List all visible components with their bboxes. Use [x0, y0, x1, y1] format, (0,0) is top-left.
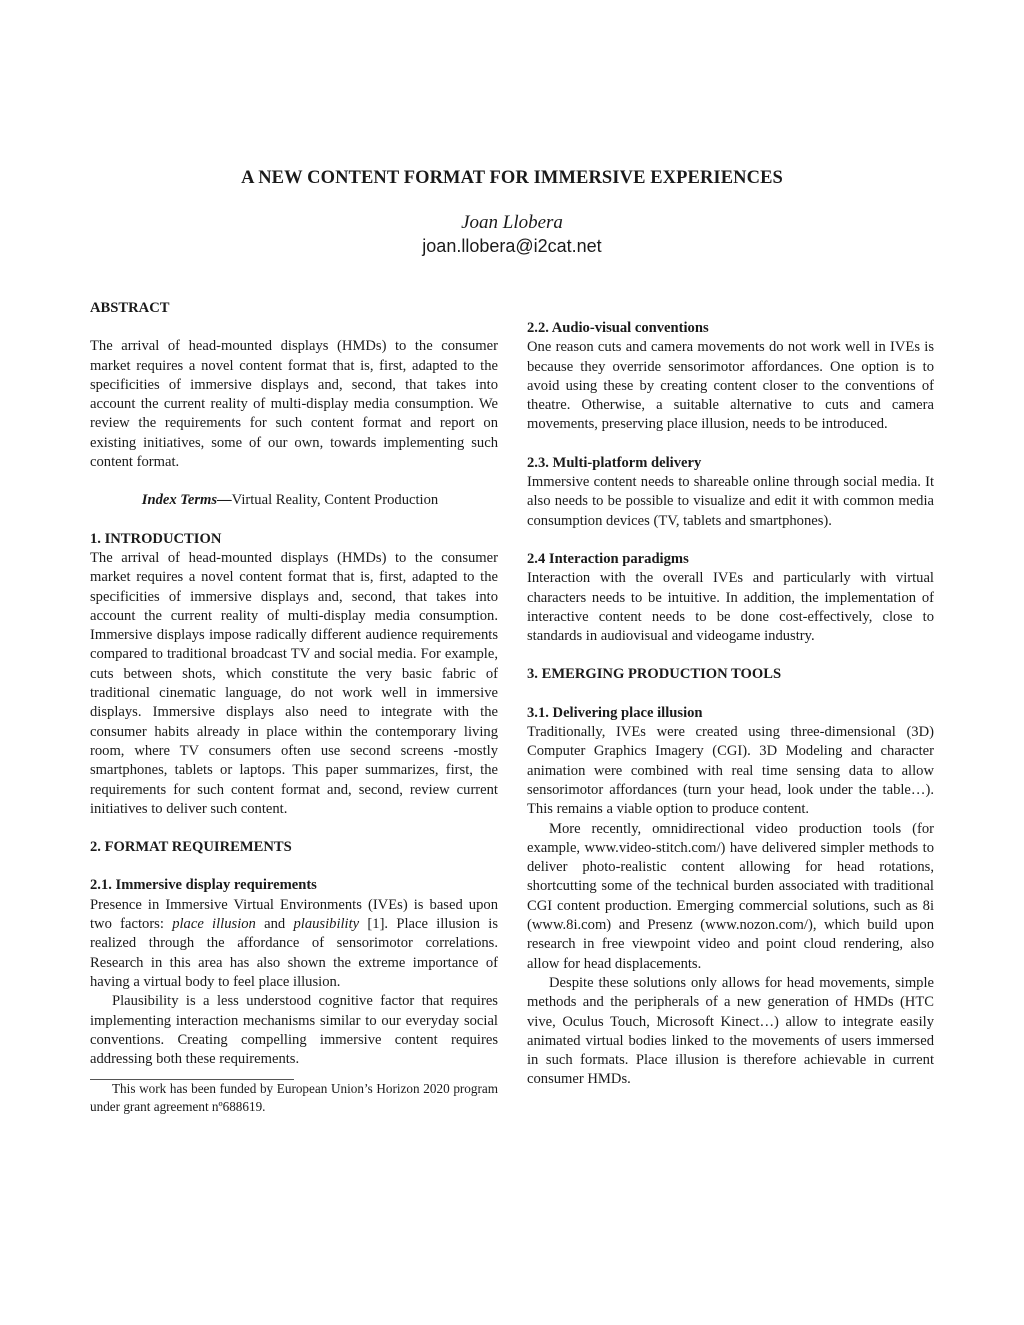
section-2-1-paragraph-1: Presence in Immersive Virtual Environments (IVEs) is based upon two factors: place illusion and plausibility [1]. Place illusion is realized through the affordance of sensorimotor correlations. Research in this area has also shown the extreme importance of having a virtual body to feel place illusion.: [90, 896, 498, 990]
section-2-3-heading: 2.3. Multi-platform delivery: [527, 454, 702, 471]
section-3-1-paragraph-1: Traditionally, IVEs were created using three-dimensional (3D) Computer Graphics Imagery (CGI). 3D Modeling and character animation were combined with real time sensing data to allow sensorimotor affordances (turn your head, look under the table…). This remains a viable option to produce content.: [527, 724, 934, 818]
funding-footnote: This work has been funded by European Union’s Horizon 2020 program under grant agreement nº688619.: [90, 1081, 498, 1115]
section-3-1-heading: 3.1. Delivering place illusion: [527, 704, 703, 721]
section-2-2-text: One reason cuts and camera movements do not work well in IVEs is because they override sensorimotor affordances. One option is to avoid using these by creating content closer to the conventions of theatre. Otherwise, a suitable alternative to cuts and camera movements, preserving place illusion, needs to be introduced.: [527, 339, 934, 433]
right-column: [527, 319, 934, 1090]
index-terms: [90, 491, 498, 510]
section-3-1-paragraph-3: Despite these solutions only allows for head movements, simple methods and the peripherals of a new generation of HMDs (HTC vive, Oculus Touch, Microsoft Kinect…) allow to integrate easily animated virtual bodies linked to the movements of users immersed in such formats. Place illusion is therefore achievable in current consumer HMDs.: [527, 974, 934, 1088]
tools-heading: 3. EMERGING PRODUCTION TOOLS: [527, 666, 782, 683]
left-column: [90, 299, 498, 1116]
section-3-1-paragraph-2: More recently, omnidirectional video production tools (for example, www.video-stitch.com/) have delivered simpler methods to deliver photo-realistic content allowing for head rotations, shortcutting some of the technical burden associated with traditional CGI content production. Emerging commercial solutions, such as 8i (www.8i.com) and Presenz (www.nozon.com/), which build upon research in free viewpoint video and point cloud rendering, also allow for head displacements.: [527, 820, 934, 972]
section-2-4-heading: 2.4 Interaction paradigms: [527, 550, 689, 567]
intro-heading: 1. INTRODUCTION: [90, 530, 222, 547]
section-2-2-heading: 2.2. Audio-visual conventions: [527, 320, 709, 336]
abstract-heading: ABSTRACT: [90, 300, 170, 316]
section-2-1-paragraph-2: Plausibility is a less understood cognitive factor that requires implementing interaction mechanisms similar to our everyday social conventions. Creating compelling immersive content requires addressing both these requirements.: [90, 993, 498, 1068]
author-name: Joan Llobera: [461, 212, 563, 233]
section-2-1-heading: 2.1. Immersive display requirements: [90, 877, 317, 894]
format-heading: 2. FORMAT REQUIREMENTS: [90, 839, 292, 856]
index-terms-dash: —: [217, 492, 232, 509]
abstract-text: The arrival of head-mounted displays (HMDs) to the consumer market requires a novel content format that is, first, adapted to the specificities of immersive displays and, second, that takes into account the current reality of multi-display media consumption. We review the requirements for such content format and report on existing initiatives, some of our own, towards implementing such content format.: [90, 338, 498, 471]
section-2-3-text: Immersive content needs to shareable online through social media. It also needs to be possible to visualize and edit it with common media consumption devices (TV, tablets and smartphones).: [527, 474, 934, 529]
author-email: joan.llobera@i2cat.net: [422, 236, 602, 256]
paper-title: A NEW CONTENT FORMAT FOR IMMERSIVE EXPERIENCES: [241, 168, 783, 188]
section-2-4-text: Interaction with the overall IVEs and particularly with virtual characters needs to be intuitive. In addition, the implementation of interactive content needs to be done cost-effectively, close to standards in audiovisual and videogame industry.: [527, 570, 934, 645]
intro-text: The arrival of head-mounted displays (HMDs) to the consumer market requires a novel content format that is, first, adapted to the specificities of immersive displays and, second, that takes into account the current reality of multi-display media consumption. Immersive displays impose radically different audience requirements compared to traditional broadcast TV and social media. For example, cuts between shots, which constitute the very basic fabric of traditional cinematic language, do not work well in immersive displays. Immersive displays also need to integrate with the consumer habits already in place within the contemporary living room, where TV consumers often use second screens -mostly smartphones, tablets or laptops. This paper summarizes, first, the requirements for such content format and, second, review current initiatives to deliver such content.: [90, 549, 498, 817]
index-terms-text: Virtual Reality, Content Production: [231, 492, 439, 509]
index-terms-label: Index Terms: [141, 492, 218, 509]
